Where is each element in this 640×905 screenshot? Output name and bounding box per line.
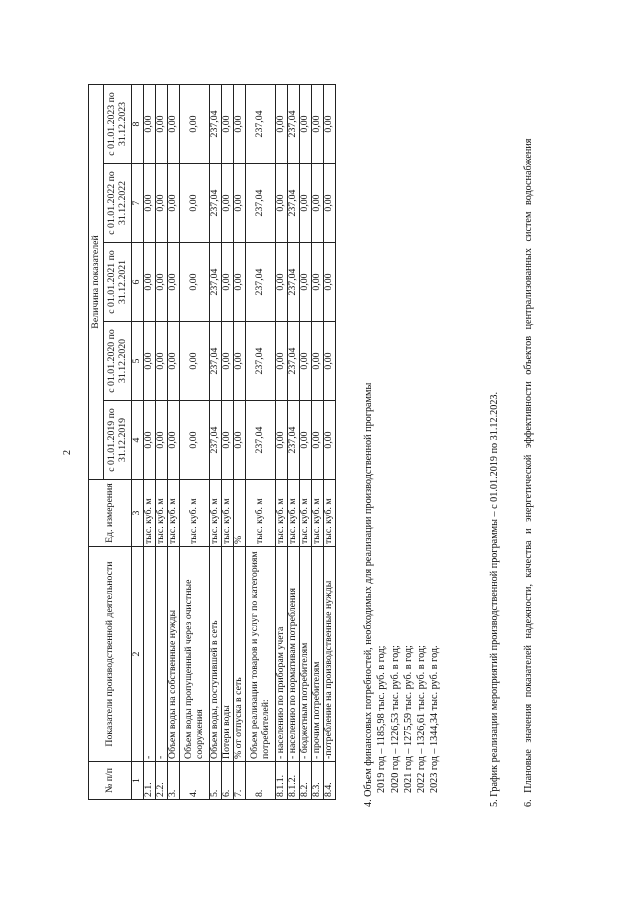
financing-years-list	[375, 383, 441, 807]
row-value: 0,00	[156, 243, 168, 322]
page-number: 2	[62, 450, 73, 455]
row-value: 237,04	[246, 164, 276, 243]
row-value: 0,00	[180, 401, 210, 480]
table-row	[222, 84, 234, 799]
row-unit: тыс. куб. м	[276, 480, 288, 547]
row-value: 0,00	[234, 164, 246, 243]
row-value: 237,04	[288, 84, 300, 163]
row-value: 0,00	[144, 164, 156, 243]
row-value: 237,04	[246, 243, 276, 322]
row-unit: тыс. куб. м	[210, 480, 222, 547]
financing-year: 2022 год – 1326,61 тыс. руб. в год;	[416, 645, 427, 793]
row-number: 5.	[210, 762, 222, 800]
row-label: - бюджетным потребителям	[300, 547, 312, 762]
row-number: 2.2.	[156, 762, 168, 800]
table-row	[168, 84, 180, 799]
row-value: 0,00	[222, 84, 234, 163]
production-indicators-table	[88, 84, 336, 800]
financing-year: 2021 год – 1275,59 тыс. руб. в год;	[402, 645, 414, 793]
table-row	[210, 84, 222, 799]
row-value: 0,00	[168, 84, 180, 163]
column-number: 2	[132, 547, 144, 762]
row-value: 237,04	[246, 401, 276, 480]
row-label: -	[144, 547, 156, 762]
row-value: 0,00	[144, 401, 156, 480]
financing-year: 2023 год – 1344,34 тыс. руб. в год.	[429, 645, 441, 793]
table-row	[234, 84, 246, 799]
row-value: 0,00	[324, 243, 336, 322]
table-row	[144, 84, 156, 799]
row-unit: тыс. куб. м	[144, 480, 156, 547]
row-unit: тыс. куб. м	[324, 480, 336, 547]
row-value: 237,04	[288, 243, 300, 322]
row-number: 8.2.	[300, 762, 312, 800]
table-row	[312, 84, 324, 799]
row-value: 0,00	[300, 401, 312, 480]
row-value: 0,00	[276, 243, 288, 322]
row-number: 6.	[222, 762, 234, 800]
column-number: 1	[132, 762, 144, 800]
row-value: 237,04	[210, 84, 222, 163]
column-number: 3	[132, 480, 144, 547]
row-value: 0,00	[222, 243, 234, 322]
row-value: 0,00	[312, 84, 324, 163]
row-number: 8.3.	[312, 762, 324, 800]
row-value: 0,00	[222, 322, 234, 401]
row-value: 0,00	[222, 164, 234, 243]
row-value: 0,00	[168, 401, 180, 480]
header-unit: Ед. измерения	[89, 480, 132, 547]
row-value: 0,00	[300, 84, 312, 163]
row-value: 0,00	[156, 401, 168, 480]
row-label: - населению по нормативам потребления	[288, 547, 300, 762]
row-unit: тыс. куб. м	[222, 480, 234, 547]
header-values-group: Величина показателей	[89, 84, 104, 479]
row-label: - прочим потребителям	[312, 547, 324, 762]
row-value: 0,00	[324, 401, 336, 480]
row-unit: тыс. куб. м	[312, 480, 324, 547]
column-number: 5	[132, 322, 144, 401]
row-unit: тыс. куб. м	[180, 480, 210, 547]
row-value: 0,00	[180, 243, 210, 322]
schedule-section: 5. График реализации мероприятий производственной программы – с 01.01.2019 по 31.12.2023.	[489, 391, 500, 807]
row-label: - населению по приборам учета	[276, 547, 288, 762]
column-number: 6	[132, 243, 144, 322]
row-value: 237,04	[288, 164, 300, 243]
row-value: 0,00	[180, 84, 210, 163]
table-row	[324, 84, 336, 799]
table-row	[246, 84, 276, 799]
table-row	[300, 84, 312, 799]
row-value: 0,00	[276, 401, 288, 480]
row-value: 0,00	[180, 322, 210, 401]
header-num: № п/п	[89, 762, 132, 800]
row-value: 0,00	[156, 164, 168, 243]
table-row	[276, 84, 288, 799]
row-value: 0,00	[312, 243, 324, 322]
row-value: 237,04	[210, 401, 222, 480]
row-label: Объем воды на собственные нужды	[168, 547, 180, 762]
row-value: 0,00	[156, 322, 168, 401]
row-value: 0,00	[324, 84, 336, 163]
row-unit: тыс. куб. м	[156, 480, 168, 547]
header-indicator: Показатели производственной деятельности	[89, 547, 132, 762]
table-row	[156, 84, 168, 799]
row-unit: тыс. куб. м	[246, 480, 276, 547]
header-period: с 01.01.2019 по 31.12.2019	[104, 401, 132, 480]
row-value: 0,00	[312, 322, 324, 401]
row-unit: тыс. куб. м	[168, 480, 180, 547]
table-row	[180, 84, 210, 799]
row-value: 237,04	[210, 243, 222, 322]
row-value: 0,00	[144, 84, 156, 163]
row-value: 237,04	[246, 84, 276, 163]
row-value: 0,00	[276, 322, 288, 401]
row-value: 0,00	[234, 84, 246, 163]
row-unit: тыс. куб. м	[300, 480, 312, 547]
row-value: 0,00	[276, 84, 288, 163]
row-value: 0,00	[312, 401, 324, 480]
row-number: 7.	[234, 762, 246, 800]
row-value: 0,00	[144, 322, 156, 401]
financing-title: 4. Объем финансовых потребностей, необходимых для реализации производственной программы	[363, 382, 374, 807]
row-label: % от отпуска в сеть	[234, 547, 246, 762]
header-period: с 01.01.2022 по 31.12.2022	[104, 164, 132, 243]
column-number: 7	[132, 164, 144, 243]
table-row	[288, 84, 300, 799]
row-value: 237,04	[288, 322, 300, 401]
row-value: 0,00	[276, 164, 288, 243]
row-value: 237,04	[288, 401, 300, 480]
financing-year: 2020 год – 1226,53 тыс. руб. в год;	[389, 645, 401, 793]
column-number: 4	[132, 401, 144, 480]
row-value: 0,00	[234, 243, 246, 322]
header-period: с 01.01.2020 по 31.12.2020	[104, 322, 132, 401]
row-value: 0,00	[300, 164, 312, 243]
row-value: 237,04	[210, 164, 222, 243]
row-number: 8.	[246, 762, 276, 800]
column-number: 8	[132, 84, 144, 163]
row-label: Потери воды	[222, 547, 234, 762]
row-label: Объем реализации товаров и услуг по категориям потребителей:	[246, 547, 276, 762]
row-number: 2.1.	[144, 762, 156, 800]
row-number: 4.	[180, 762, 210, 800]
row-value: 0,00	[144, 243, 156, 322]
row-number: 8.1.1.	[276, 762, 288, 800]
row-value: 0,00	[300, 322, 312, 401]
row-label: -потребление на производственные нужды	[324, 547, 336, 762]
row-number: 8.4.	[324, 762, 336, 800]
row-value: 0,00	[324, 322, 336, 401]
row-value: 0,00	[168, 164, 180, 243]
row-value: 237,04	[210, 322, 222, 401]
row-value: 237,04	[246, 322, 276, 401]
row-value: 0,00	[156, 84, 168, 163]
row-value: 0,00	[300, 243, 312, 322]
financing-year: 2019 год – 1185,98 тыс. руб. в год;	[376, 645, 388, 793]
targets-section: 6. Плановые значения показателей надежности, качества и энергетической эффективности объектов централизованных систем водоснабжения	[523, 138, 534, 807]
row-label: Объем воды, поступившей в сеть	[210, 547, 222, 762]
row-value: 0,00	[222, 401, 234, 480]
row-label: -	[156, 547, 168, 762]
row-number: 3.	[168, 762, 180, 800]
row-unit: %	[234, 480, 246, 547]
row-value: 0,00	[180, 164, 210, 243]
header-period: с 01.01.2021 по 31.12.2021	[104, 243, 132, 322]
row-value: 0,00	[324, 164, 336, 243]
financing-section	[362, 383, 442, 807]
row-value: 0,00	[234, 322, 246, 401]
row-label: Объем воды пропущенный через очистные сооружения	[180, 547, 210, 762]
header-period: с 01.01.2023 по 31.12.2023	[104, 84, 132, 163]
row-value: 0,00	[234, 401, 246, 480]
row-unit: тыс. куб. м	[288, 480, 300, 547]
row-number: 8.1.2.	[288, 762, 300, 800]
row-value: 0,00	[312, 164, 324, 243]
row-value: 0,00	[168, 322, 180, 401]
row-value: 0,00	[168, 243, 180, 322]
